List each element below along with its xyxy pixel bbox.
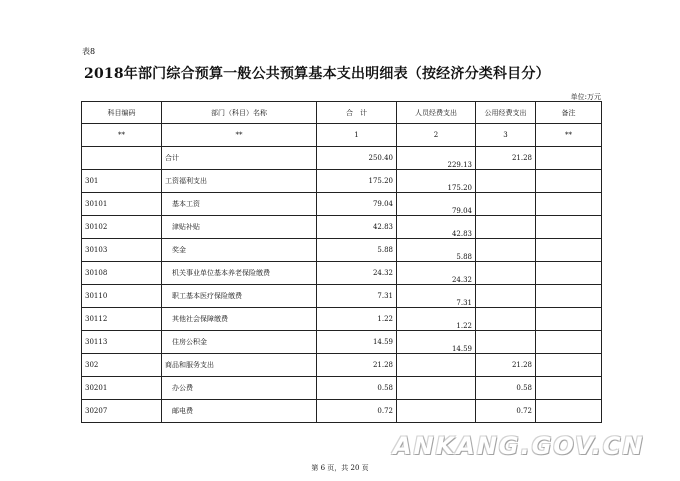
cell-total: 175.20	[317, 170, 397, 193]
cell-note	[536, 400, 602, 423]
cell-name: 办公费	[162, 377, 317, 400]
cell-total: 1.22	[317, 308, 397, 331]
table-number: 表8	[82, 47, 96, 56]
cell-note	[536, 147, 602, 170]
cell-note	[536, 377, 602, 400]
cell-public	[476, 308, 536, 331]
page-footer: 第 6 页，共 20 页	[311, 464, 369, 472]
table-row	[82, 262, 602, 285]
cell-personnel	[397, 354, 476, 377]
cell-note	[536, 308, 602, 331]
cell-personnel: 229.13	[397, 147, 476, 170]
cell-total: 0.72	[317, 400, 397, 423]
cell-code: 30102	[82, 216, 162, 239]
cell-code	[82, 147, 162, 170]
cell-public: 0.58	[476, 377, 536, 400]
column-header-public: 公用经费支出	[476, 102, 536, 124]
cell-code: 30112	[82, 308, 162, 331]
table-row	[82, 147, 602, 170]
cell-personnel: 79.04	[397, 193, 476, 216]
cell-total: 7.31	[317, 285, 397, 308]
cell-note	[536, 354, 602, 377]
cell-public	[476, 331, 536, 354]
cell-public	[476, 262, 536, 285]
cell-note	[536, 262, 602, 285]
cell-public	[476, 193, 536, 216]
cell-note	[536, 170, 602, 193]
table-row	[82, 377, 602, 400]
column-header-name: 部门（科目）名称	[162, 102, 317, 124]
cell-name: 工资福利支出	[162, 170, 317, 193]
cell-total: 42.83	[317, 216, 397, 239]
table-row	[82, 193, 602, 216]
table-row	[82, 239, 602, 262]
column-header-total: 合 计	[317, 102, 397, 124]
cell-name: 住房公积金	[162, 331, 317, 354]
cell-total: 14.59	[317, 331, 397, 354]
cell-name: 津贴补贴	[162, 216, 317, 239]
document-title: 2018年部门综合预算一般公共预算基本支出明细表（按经济分类科目分）	[84, 66, 550, 82]
table-row	[82, 400, 602, 423]
cell-public	[476, 285, 536, 308]
cell-name: 职工基本医疗保险缴费	[162, 285, 317, 308]
cell-note	[536, 331, 602, 354]
cell-name: 机关事业单位基本养老保险缴费	[162, 262, 317, 285]
column-header-note: 备注	[536, 102, 602, 124]
cell-name: 奖金	[162, 239, 317, 262]
cell-code: 301	[82, 170, 162, 193]
cell-personnel: 5.88	[397, 239, 476, 262]
cell-public	[476, 170, 536, 193]
cell-personnel: 175.20	[397, 170, 476, 193]
cell-name: 商品和服务支出	[162, 354, 317, 377]
cell-note	[536, 285, 602, 308]
table-row	[82, 354, 602, 377]
column-header-row	[82, 102, 602, 124]
cell-public: 21.28	[476, 147, 536, 170]
index-cell: **	[82, 124, 162, 147]
column-header-personnel: 人员经费支出	[397, 102, 476, 124]
cell-code: 302	[82, 354, 162, 377]
table-body	[82, 147, 602, 423]
index-cell: 2	[397, 124, 476, 147]
cell-name: 合计	[162, 147, 317, 170]
cell-code: 30108	[82, 262, 162, 285]
cell-public: 0.72	[476, 400, 536, 423]
cell-personnel	[397, 400, 476, 423]
unit-label: 单位:万元	[570, 93, 601, 101]
table-row	[82, 308, 602, 331]
column-index-row	[82, 124, 602, 147]
cell-note	[536, 193, 602, 216]
cell-total: 21.28	[317, 354, 397, 377]
cell-total: 0.58	[317, 377, 397, 400]
cell-personnel: 7.31	[397, 285, 476, 308]
column-header-code: 科目编码	[82, 102, 162, 124]
table-row	[82, 331, 602, 354]
table-row	[82, 285, 602, 308]
cell-total: 250.40	[317, 147, 397, 170]
cell-code: 30101	[82, 193, 162, 216]
cell-note	[536, 239, 602, 262]
index-cell: 1	[317, 124, 397, 147]
cell-code: 30201	[82, 377, 162, 400]
cell-total: 79.04	[317, 193, 397, 216]
cell-total: 24.32	[317, 262, 397, 285]
cell-personnel: 1.22	[397, 308, 476, 331]
cell-public	[476, 216, 536, 239]
cell-personnel: 42.83	[397, 216, 476, 239]
index-cell: 3	[476, 124, 536, 147]
cell-public	[476, 239, 536, 262]
cell-personnel	[397, 377, 476, 400]
cell-code: 30103	[82, 239, 162, 262]
cell-name: 其他社会保障缴费	[162, 308, 317, 331]
cell-name: 邮电费	[162, 400, 317, 423]
cell-code: 30110	[82, 285, 162, 308]
table-row	[82, 170, 602, 193]
cell-note	[536, 216, 602, 239]
cell-personnel: 14.59	[397, 331, 476, 354]
index-cell: **	[536, 124, 602, 147]
cell-code: 30113	[82, 331, 162, 354]
site-watermark: ANKANG.GOV.CN	[393, 432, 645, 460]
cell-personnel: 24.32	[397, 262, 476, 285]
cell-code: 30207	[82, 400, 162, 423]
cell-public: 21.28	[476, 354, 536, 377]
cell-total: 5.88	[317, 239, 397, 262]
budget-table	[81, 101, 602, 423]
table-row	[82, 216, 602, 239]
cell-name: 基本工资	[162, 193, 317, 216]
index-cell: **	[162, 124, 317, 147]
